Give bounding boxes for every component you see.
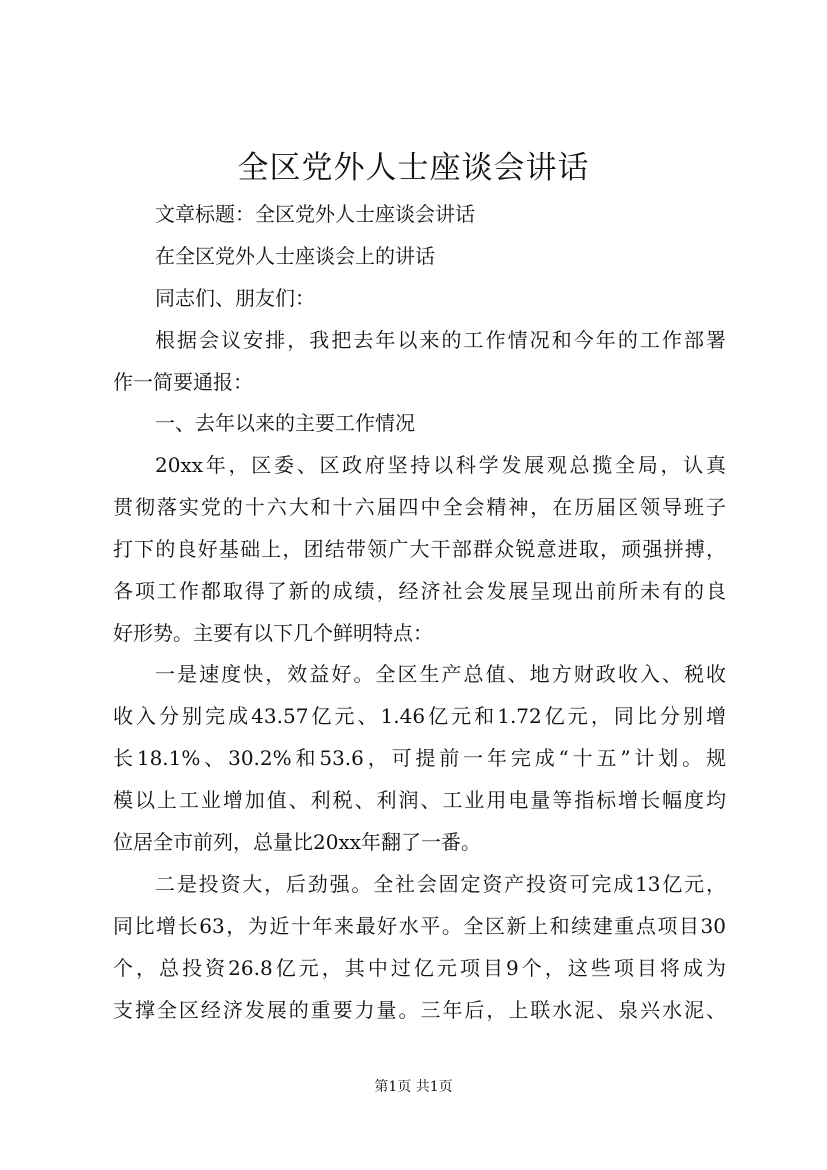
paragraph-line: 个，总投资26.8亿元，其中过亿元项目9个，这些项目将成为 [113,956,726,980]
greeting-line: 同志们、朋友们： [155,286,315,310]
paragraph-line: 二是投资大，后劲强。全社会固定资产投资可完成13亿元， [155,872,726,896]
paragraph-line: 模以上工业增加值、利税、利润、工业用电量等指标增长幅度均 [113,788,726,812]
document-title: 全区党外人士座谈会讲话 [237,150,590,186]
paragraph-line: 一是速度快，效益好。全区生产总值、地方财政收入、税收 [155,662,726,686]
paragraph-line: 长18.1%、30.2%和53.6，可提前一年完成“十五”计划。规 [113,746,726,770]
meta-title-line: 文章标题：全区党外人士座谈会讲话 [155,202,475,226]
paragraph-line: 打下的良好基础上，团结带领广大干部群众锐意进取，顽强拼搏， [113,537,726,561]
paragraph-line: 根据会议安排，我把去年以来的工作情况和今年的工作部署 [155,328,726,352]
page-footer: 第1页 共1页 [374,1079,453,1095]
section-heading: 一、去年以来的主要工作情况 [155,411,415,435]
paragraph-line: 好形势。主要有以下几个鲜明特点： [113,621,433,645]
paragraph-line: 支撑全区经济发展的重要力量。三年后，上联水泥、泉兴水泥、 [113,998,726,1022]
subtitle-line: 在全区党外人士座谈会上的讲话 [155,244,435,268]
paragraph-line: 位居全市前列，总量比20xx年翻了一番。 [113,830,482,854]
paragraph-line: 收入分别完成43.57亿元、1.46亿元和1.72亿元，同比分别增 [113,704,726,728]
paragraph-line: 20xx年，区委、区政府坚持以科学发展观总揽全局，认真 [155,453,726,477]
paragraph-line: 同比增长63，为近十年来最好水平。全区新上和续建重点项目30 [113,914,726,938]
paragraph-line: 作一简要通报： [113,370,253,394]
paragraph-line: 贯彻落实党的十六大和十六届四中全会精神，在历届区领导班子 [113,495,726,519]
paragraph-line: 各项工作都取得了新的成绩，经济社会发展呈现出前所未有的良 [113,579,726,603]
